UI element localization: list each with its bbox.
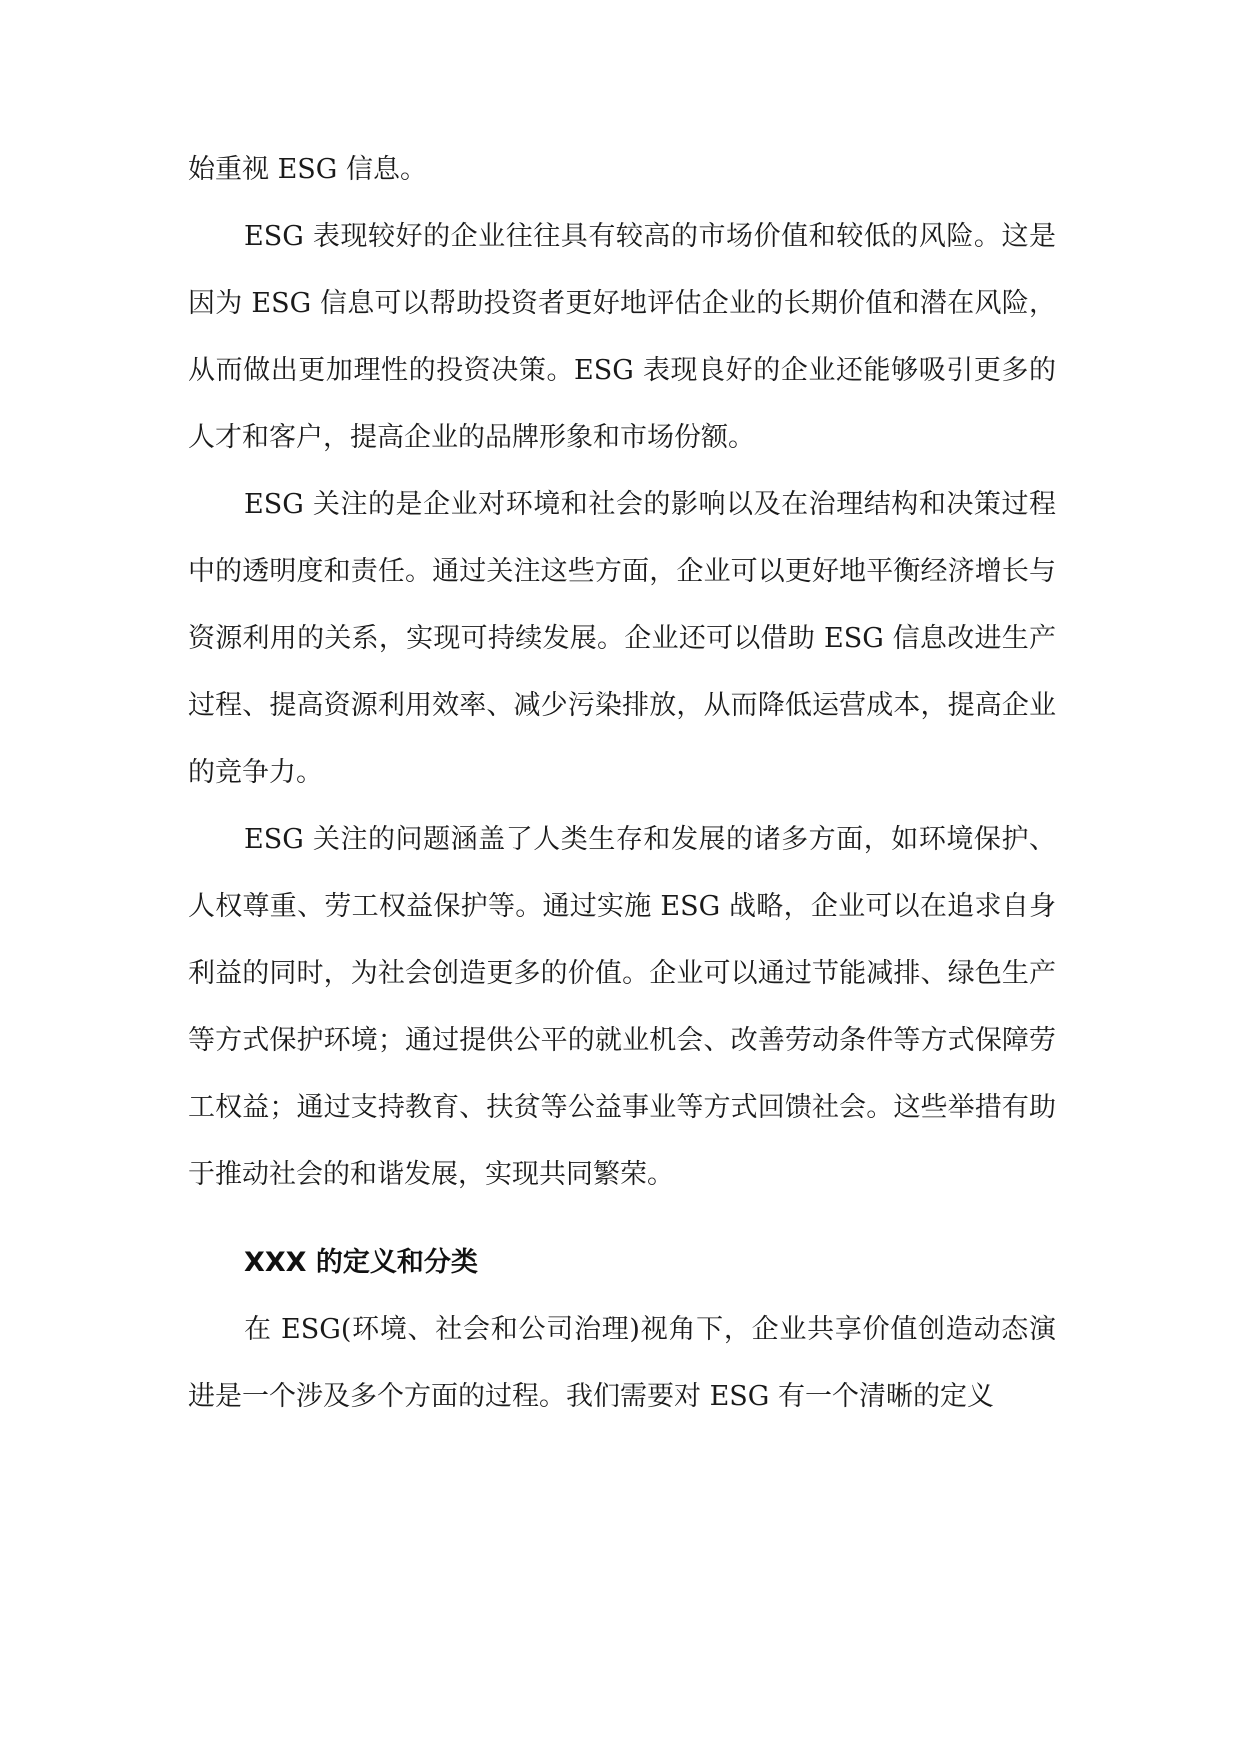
paragraph-esg-issues: ESG 关注的问题涵盖了人类生存和发展的诸多方面，如环境保护、人权尊重、劳工权益保护等。通过实施 ESG 战略，企业可以在追求自身利益的同时，为社会创造更多的价值。企业可以通过节能减排、绿色生产等方式保护环境；通过提供公平的就业机会、改善劳动条件等方式保障劳工权益；通过支持教育、扶贫等公益事业等方式回馈社会。这些举措有助于推动社会的和谐发展，实现共同繁荣。: [188, 824, 1056, 1190]
paragraph-esg-definition: 在 ESG(环境、社会和公司治理)视角下，企业共享价值创造动态演进是一个涉及多个方面的过程。我们需要对 ESG 有一个清晰的定义: [188, 1314, 1056, 1412]
paragraph-esg-market-value: ESG 表现较好的企业往往具有较高的市场价值和较低的风险。这是因为 ESG 信息可以帮助投资者更好地评估企业的长期价值和潜在风险，从而做出更加理性的投资决策。ESG 表现良好的企业还能够吸引更多的人才和客户，提高企业的品牌形象和市场份额。: [188, 221, 1056, 453]
paragraph-esg-focus: ESG 关注的是企业对环境和社会的影响以及在治理结构和决策过程中的透明度和责任。通过关注这些方面，企业可以更好地平衡经济增长与资源利用的关系，实现可持续发展。企业还可以借助 ESG 信息改进生产过程、提高资源利用效率、减少污染排放，从而降低运营成本，提高企业的竞争力。: [188, 489, 1056, 788]
paragraph-continuation: 始重视 ESG 信息。: [188, 154, 427, 185]
section-heading: XXX 的定义和分类: [244, 1247, 478, 1278]
document-body: [188, 136, 1056, 1430]
